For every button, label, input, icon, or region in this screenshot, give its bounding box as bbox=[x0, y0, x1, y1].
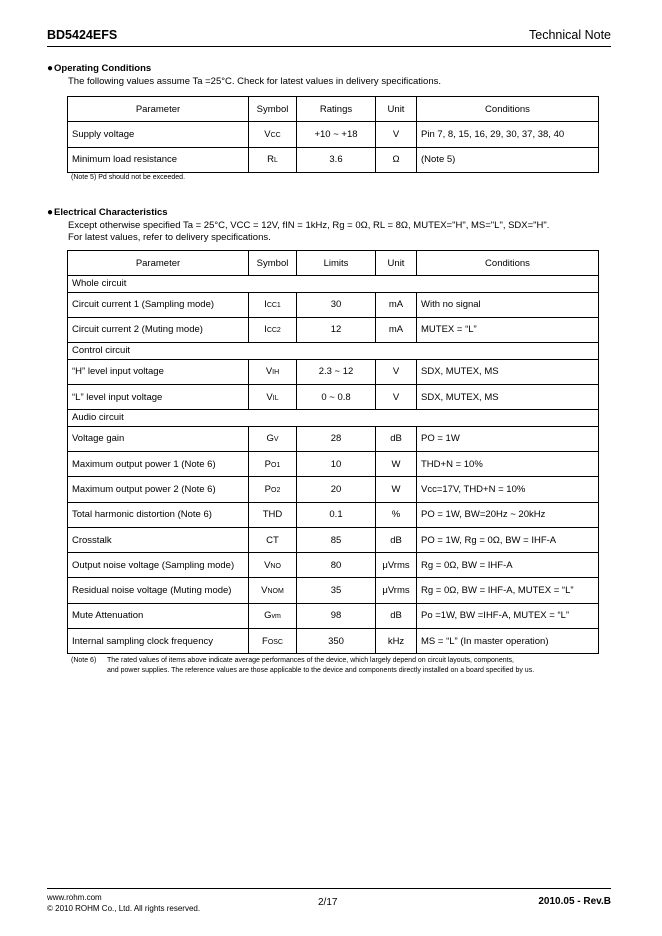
parameter-cell: Maximum output power 2 (Note 6) bbox=[68, 477, 249, 502]
operating-conditions-table bbox=[67, 96, 599, 173]
parameter-cell: Minimum load resistance bbox=[68, 147, 249, 173]
revision-label: 2010.05 - Rev.B bbox=[538, 896, 611, 907]
page-header bbox=[47, 28, 611, 46]
symbol-cell: VCC bbox=[249, 122, 297, 148]
electrical-note-conditions: Except otherwise specified Ta = 25°C, VCC = 12V, fIN = 1kHz, Rg = 0Ω, RL = 8Ω, MUTEX="H", MS="L", SDX="H". bbox=[68, 220, 550, 231]
symbol-cell: VIL bbox=[249, 384, 297, 409]
unit-cell: % bbox=[376, 502, 417, 527]
group-row bbox=[68, 410, 599, 427]
value-cell: 30 bbox=[297, 292, 376, 317]
unit-cell: V bbox=[376, 384, 417, 409]
bullet-icon: ● bbox=[47, 207, 54, 218]
conditions-cell: MS = “L” (In master operation) bbox=[417, 629, 599, 654]
column-header: Conditions bbox=[417, 97, 599, 122]
conditions-cell: PO = 1W bbox=[417, 426, 599, 451]
electrical-note-latest: For latest values, refer to delivery specifications. bbox=[68, 232, 271, 243]
unit-cell: dB bbox=[376, 426, 417, 451]
table-row bbox=[68, 384, 599, 409]
conditions-cell: Rg = 0Ω, BW = IHF-A bbox=[417, 553, 599, 578]
conditions-cell: SDX, MUTEX, MS bbox=[417, 359, 599, 384]
value-cell: 0 ~ 0.8 bbox=[297, 384, 376, 409]
conditions-cell: Rg = 0Ω, BW = IHF-A, MUTEX = “L” bbox=[417, 578, 599, 603]
conditions-cell: Po =1W, BW =IHF-A, MUTEX = “L” bbox=[417, 603, 599, 628]
table-header-row bbox=[68, 251, 599, 276]
parameter-cell: Mute Attenuation bbox=[68, 603, 249, 628]
parameter-cell: Voltage gain bbox=[68, 426, 249, 451]
unit-cell: W bbox=[376, 451, 417, 476]
footer-url: www.rohm.com bbox=[47, 893, 102, 902]
column-header: Ratings bbox=[297, 97, 376, 122]
column-header: Unit bbox=[376, 251, 417, 276]
symbol-cell: GV bbox=[249, 426, 297, 451]
table-header-row bbox=[68, 97, 599, 122]
value-cell: 350 bbox=[297, 629, 376, 654]
value-cell: 2.3 ~ 12 bbox=[297, 359, 376, 384]
column-header: Symbol bbox=[249, 251, 297, 276]
parameter-cell: Circuit current 1 (Sampling mode) bbox=[68, 292, 249, 317]
column-header: Unit bbox=[376, 97, 417, 122]
document-type: Technical Note bbox=[529, 28, 611, 42]
group-label: Whole circuit bbox=[68, 276, 599, 293]
unit-cell: dB bbox=[376, 527, 417, 552]
symbol-cell: PO1 bbox=[249, 451, 297, 476]
group-row bbox=[68, 343, 599, 360]
unit-cell: W bbox=[376, 477, 417, 502]
table-row bbox=[68, 122, 599, 148]
column-header: Conditions bbox=[417, 251, 599, 276]
symbol-cell: ICC1 bbox=[249, 292, 297, 317]
unit-cell: μVrms bbox=[376, 578, 417, 603]
bullet-icon: ● bbox=[47, 63, 54, 74]
note-6-line-1: The rated values of items above indicate average performances of the device, which largely depend on circuit layouts, components, bbox=[107, 657, 515, 664]
column-header: Parameter bbox=[68, 97, 249, 122]
table-row bbox=[68, 603, 599, 628]
column-header: Symbol bbox=[249, 97, 297, 122]
parameter-cell: Total harmonic distortion (Note 6) bbox=[68, 502, 249, 527]
conditions-cell: PO = 1W, Rg = 0Ω, BW = IHF-A bbox=[417, 527, 599, 552]
table-row bbox=[68, 317, 599, 342]
value-cell: 98 bbox=[297, 603, 376, 628]
value-cell: 80 bbox=[297, 553, 376, 578]
value-cell: 28 bbox=[297, 426, 376, 451]
parameter-cell: Maximum output power 1 (Note 6) bbox=[68, 451, 249, 476]
conditions-cell: SDX, MUTEX, MS bbox=[417, 384, 599, 409]
symbol-cell: FOSC bbox=[249, 629, 297, 654]
table-row bbox=[68, 553, 599, 578]
table-row bbox=[68, 578, 599, 603]
footer-left bbox=[47, 892, 200, 914]
value-cell: 0.1 bbox=[297, 502, 376, 527]
electrical-characteristics-heading: ●Electrical Characteristics bbox=[47, 207, 168, 218]
footer-divider bbox=[47, 888, 611, 889]
table-row bbox=[68, 426, 599, 451]
conditions-cell: (Note 5) bbox=[417, 147, 599, 173]
group-label: Control circuit bbox=[68, 343, 599, 360]
parameter-cell: Residual noise voltage (Muting mode) bbox=[68, 578, 249, 603]
symbol-cell: THD bbox=[249, 502, 297, 527]
table-row bbox=[68, 147, 599, 173]
value-cell: 10 bbox=[297, 451, 376, 476]
value-cell: +10 ~ +18 bbox=[297, 122, 376, 148]
group-row bbox=[68, 276, 599, 293]
conditions-cell: MUTEX = “L” bbox=[417, 317, 599, 342]
note-6-line-2: and power supplies. The reference values are those applicable to the device and components directly installed on a board specified by us. bbox=[107, 667, 535, 674]
value-cell: 35 bbox=[297, 578, 376, 603]
group-label: Audio circuit bbox=[68, 410, 599, 427]
value-cell: 85 bbox=[297, 527, 376, 552]
symbol-cell: VNOM bbox=[249, 578, 297, 603]
symbol-cell: VNO bbox=[249, 553, 297, 578]
table-row bbox=[68, 359, 599, 384]
column-header: Limits bbox=[297, 251, 376, 276]
table-row bbox=[68, 502, 599, 527]
parameter-cell: Internal sampling clock frequency bbox=[68, 629, 249, 654]
symbol-cell: Gvm bbox=[249, 603, 297, 628]
value-cell: 12 bbox=[297, 317, 376, 342]
table-row bbox=[68, 292, 599, 317]
document-id: BD5424EFS bbox=[47, 28, 118, 42]
table-row bbox=[68, 451, 599, 476]
parameter-cell: Crosstalk bbox=[68, 527, 249, 552]
unit-cell: V bbox=[376, 122, 417, 148]
symbol-cell: RL bbox=[249, 147, 297, 173]
table-row bbox=[68, 477, 599, 502]
footer-copyright: © 2010 ROHM Co., Ltd. All rights reserved. bbox=[47, 904, 201, 913]
column-header: Parameter bbox=[68, 251, 249, 276]
unit-cell: mA bbox=[376, 292, 417, 317]
table-row bbox=[68, 629, 599, 654]
operating-conditions-note: The following values assume Ta =25°C. Check for latest values in delivery specifications. bbox=[68, 76, 441, 87]
conditions-cell: With no signal bbox=[417, 292, 599, 317]
symbol-cell: PO2 bbox=[249, 477, 297, 502]
table-row bbox=[68, 527, 599, 552]
parameter-cell: “L” level input voltage bbox=[68, 384, 249, 409]
header-divider bbox=[47, 46, 611, 47]
conditions-cell: THD+N = 10% bbox=[417, 451, 599, 476]
conditions-cell: PO = 1W, BW=20Hz ~ 20kHz bbox=[417, 502, 599, 527]
unit-cell: kHz bbox=[376, 629, 417, 654]
note-6-label: (Note 6) bbox=[71, 657, 97, 664]
parameter-cell: Supply voltage bbox=[68, 122, 249, 148]
unit-cell: V bbox=[376, 359, 417, 384]
unit-cell: mA bbox=[376, 317, 417, 342]
parameter-cell: Output noise voltage (Sampling mode) bbox=[68, 553, 249, 578]
symbol-cell: ICC2 bbox=[249, 317, 297, 342]
conditions-cell: Pin 7, 8, 15, 16, 29, 30, 37, 38, 40 bbox=[417, 122, 599, 148]
electrical-characteristics-table bbox=[67, 250, 599, 654]
unit-cell: Ω bbox=[376, 147, 417, 173]
note-5: (Note 5) Pd should not be exceeded. bbox=[71, 174, 186, 181]
operating-conditions-heading: ●Operating Conditions bbox=[47, 63, 152, 74]
parameter-cell: “H” level input voltage bbox=[68, 359, 249, 384]
conditions-cell: Vcc=17V, THD+N = 10% bbox=[417, 477, 599, 502]
symbol-cell: CT bbox=[249, 527, 297, 552]
value-cell: 3.6 bbox=[297, 147, 376, 173]
parameter-cell: Circuit current 2 (Muting mode) bbox=[68, 317, 249, 342]
page-number: 2/17 bbox=[318, 897, 338, 908]
unit-cell: dB bbox=[376, 603, 417, 628]
symbol-cell: VIH bbox=[249, 359, 297, 384]
value-cell: 20 bbox=[297, 477, 376, 502]
unit-cell: μVrms bbox=[376, 553, 417, 578]
